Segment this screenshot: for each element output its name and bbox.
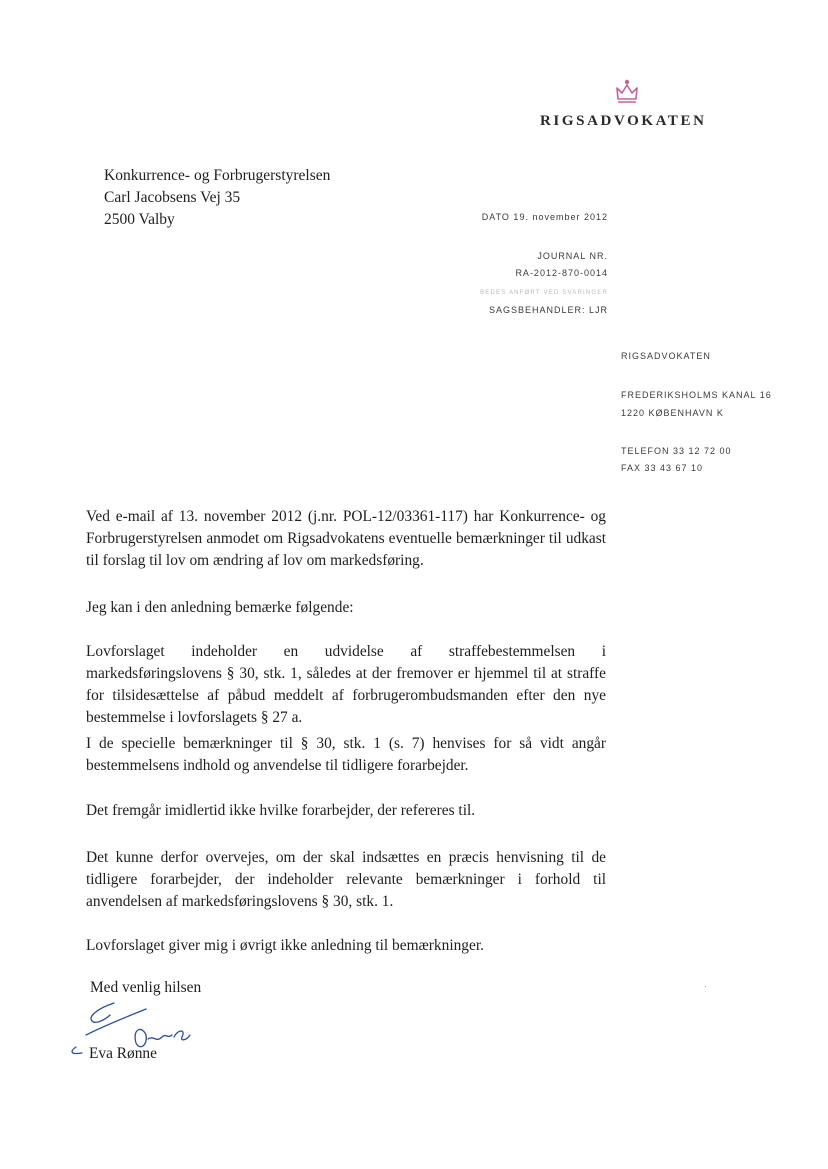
letterhead-org-name: RIGSADVOKATEN: [540, 113, 707, 129]
recipient-line-2: Carl Jacobsens Vej 35: [104, 189, 241, 206]
crown-icon: [614, 79, 640, 105]
scan-speck: [705, 986, 706, 987]
body-paragraph-6: Det kunne derfor overvejes, om der skal indsættes en præcis henvisning til de tidligere forarbejder, der indeholder relevante bemærkninger i forhold til anvendelsen af markedsføringslovens § 30, stk. 1.: [86, 849, 606, 910]
journal-number: RA-2012-870-0014: [515, 268, 608, 278]
closing-greeting: Med venlig hilsen: [90, 979, 202, 996]
sender-fax: FAX 33 43 67 10: [621, 463, 704, 473]
journal-label: JOURNAL NR.: [537, 251, 608, 261]
body-paragraph-1: Ved e-mail af 13. november 2012 (j.nr. POL-12/03361-117) har Konkurrence- og Forbrugerstyrelsen anmodet om Rigsadvokatens eventuelle bemærkninger til udkast til forslag til lov om ændring af lov om markedsføring.: [86, 508, 606, 569]
sender-street: FREDERIKSHOLMS KANAL 16: [621, 390, 772, 400]
body-paragraph-7: Lovforslaget giver mig i øvrigt ikke anledning til bemærkninger.: [86, 937, 484, 954]
sender-city: 1220 KØBENHAVN K: [621, 408, 724, 418]
body-paragraph-3: Lovforslaget indeholder en udvidelse af straffebestemmelsen i markedsføringslovens § 30, stk. 1, således at der fremover er hjemmel til at straffe for tilsidesættelse af påbud meddelt af forbrugerombudsmanden efter den nye bestemmelse i lovforslagets § 27 a.: [86, 643, 606, 726]
case-handler: SAGSBEHANDLER: LJR: [488, 305, 608, 315]
body-paragraph-2: Jeg kan i den anledning bemærke følgende:: [86, 599, 354, 616]
sender-name: RIGSADVOKATEN: [621, 351, 711, 361]
signer-name: Eva Rønne: [89, 1045, 157, 1062]
reference-note: BEDES ANFØRT VED SVARINGER: [480, 290, 608, 296]
recipient-line-3: 2500 Valby: [104, 211, 175, 228]
body-paragraph-4: I de specielle bemærkninger til § 30, stk. 1 (s. 7) henvises for så vidt angår bestemmelsens indhold og anvendelse til tidligere forarbejder.: [86, 735, 606, 774]
sender-phone: TELEFON 33 12 72 00: [621, 446, 732, 456]
body-paragraph-5: Det fremgår imidlertid ikke hvilke forarbejder, der refereres til.: [86, 802, 476, 819]
letter-date: DATO 19. november 2012: [481, 212, 608, 222]
recipient-line-1: Konkurrence- og Forbrugerstyrelsen: [104, 167, 331, 184]
